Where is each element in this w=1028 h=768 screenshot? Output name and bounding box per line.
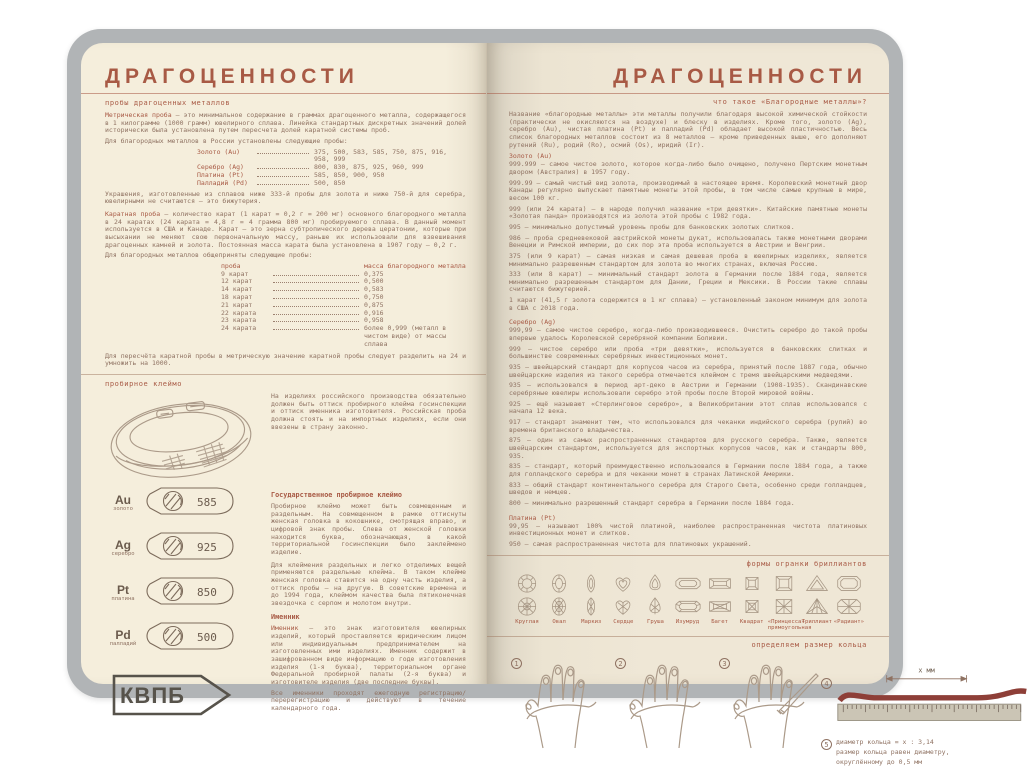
- diamond-cut-label: Маркиз: [581, 618, 602, 625]
- metal-fineness-row: [197, 180, 466, 188]
- emerald-cut-facet-icon: [675, 596, 701, 617]
- section-label-ring: определяем размер кольца: [751, 641, 867, 650]
- step-number-3: 3: [719, 658, 730, 669]
- svg-text:КВПБ: КВПБ: [120, 682, 185, 708]
- paragraph-namestamp: [271, 625, 466, 686]
- karat-name: 9 карат: [221, 269, 249, 278]
- karat-mass: 0,875: [364, 300, 384, 309]
- paragraph-namestamp-lead: Именник: [271, 624, 299, 633]
- diamond-cut-heart: [607, 573, 639, 625]
- diamond-cut-label: Овал: [552, 618, 566, 625]
- karat-row: [221, 310, 466, 318]
- diamond-cut-baguette: [704, 573, 736, 625]
- metal-info-block: [509, 514, 867, 549]
- metal-info-entry: 999.99 — самый чистый вид золота, производимый в настоящее время. Королевский монетный двор Канады регулярно выпускает памятные монеты этой пробы, в том числе самые крупные в мире, весом 100 кг.: [509, 178, 867, 202]
- karat-row: [221, 286, 466, 294]
- paragraph-metric-rest: — это минимальное содержание в граммах драгоценного металла, содержащегося в 1 килограмме (1000 грамм) ювелирного сплава. Линейка стандартных дискретных значений долей исторически была установлена путем пересчета долей каратной системы проб.: [105, 111, 466, 135]
- paragraph-jewelry: Украшения, изготовленные из сплавов ниже 333-й пробы для золота и ниже 750-й для серебра, ювелирными не считаются — это бижутерия.: [105, 189, 466, 206]
- diamond-cuts-row: [511, 573, 865, 632]
- paragraph-karat-lead: Каратная проба: [105, 209, 161, 218]
- diamond-cut-princess: [767, 573, 812, 632]
- leader-dots: [257, 168, 309, 169]
- metal-info-entry: 999 — чистое серебро или проба «три девятки», используется в банковских слитках и большинстве современных серебряных инвестиционных монет.: [509, 344, 867, 361]
- diamond-cut-label: Триллиант: [801, 618, 832, 625]
- step-number-4: 4: [821, 678, 832, 689]
- karat-mass: 0,750: [364, 293, 384, 302]
- leader-dots: [273, 298, 359, 299]
- metal-info-entry: 917 — стандарт знаменит тем, что использовался для чеканки индийского серебра (рупий) во времена британского владычества.: [509, 418, 867, 434]
- page-left: [81, 43, 487, 713]
- metal-info-blocks: [509, 152, 867, 548]
- karat-name: 22 карата: [221, 308, 257, 317]
- karat-mass: 0,958: [364, 316, 384, 325]
- svg-text:850: 850: [197, 585, 217, 599]
- princess-cut-top-icon: [771, 573, 797, 594]
- emerald-cut-top-icon: [675, 573, 701, 594]
- karat-table: [221, 263, 466, 349]
- metal-symbol: Ag: [115, 537, 131, 552]
- metal-info-entry: 999 (или 24 карата) — в народе получил название «три девятки». Китайские памятные монеты «Золотая панда» производятся из золота этой пробы с 1982 года.: [509, 204, 867, 221]
- ring-formula: [836, 738, 950, 767]
- leader-dots: [257, 176, 309, 177]
- section-label-assay: пробы драгоценных металлов: [105, 99, 231, 107]
- ring-size-info: [821, 654, 1021, 767]
- metal-name-small: золото: [113, 505, 133, 512]
- karat-mass: 0,916: [364, 308, 384, 317]
- metal-info-block: [509, 152, 867, 312]
- page-title-left: ДРАГОЦЕННОСТИ: [105, 65, 359, 88]
- state-mark-paragraph: Для клеймения раздельных и легко отделимых вещей применяются раздельные клейма. В таком клейме женская головка ставится на одну часть изделия, а оттиск пробы — на другую. В советские времена и до 1994 года, клеймом качества была пятиконечная звездочка с серпом и молотом внутри.: [271, 560, 466, 607]
- leader-dots: [273, 321, 359, 322]
- metal-info-title: Золото (Au): [509, 152, 553, 161]
- lead-karat: Для благородных металлов общеприняты следующие пробы:: [105, 251, 313, 260]
- maker-mark-stamp: [111, 672, 257, 722]
- metal-name-small: палладий: [109, 640, 137, 647]
- title-rule: [81, 93, 486, 94]
- metal-symbol: Pd: [115, 627, 131, 642]
- paragraph-metric-lead: Метрическая проба: [105, 111, 172, 119]
- section-rule-cuts: [487, 555, 889, 556]
- leader-dots: [273, 314, 359, 315]
- heart-cut-top-icon: [610, 573, 636, 594]
- paragraph-hallmark-intro: На изделиях российского производства обязательно должен быть оттиск пробирного клейма госинспекции и оттиск именника изготовителя. Российская проба должна стоять и на импортных изделиях, если они ввезены в страну законно.: [271, 391, 466, 431]
- hallmark-symbol: [105, 584, 141, 603]
- hand-illustration: [613, 654, 717, 750]
- karat-row: [221, 302, 466, 310]
- lead-russia: Для благородных металлов в России установлены следующие пробы:: [105, 136, 348, 145]
- formula-step: [821, 738, 1021, 767]
- metal-info-entry: 935 — швейцарский стандарт для корпусов часов из серебра, принятый после 1887 года, обычно швейцарские изделия из такого серебра отмечается клеймом с тремя швейцарскими медведями.: [509, 363, 867, 379]
- hallmark-symbol: [105, 539, 141, 558]
- step-number-1: 1: [511, 658, 522, 669]
- karat-row: [221, 294, 466, 302]
- metal-info-entry: 935 — использовался в период арт-деко в Австрии и Германии (1908-1935). Скандинавские серебряные ювелиры использовали серебро этой пробы после Второй мировой войны.: [509, 381, 867, 398]
- heart-cut-facet-icon: [610, 596, 636, 617]
- diamond-cut-label: «Принцесса» прямоугольная: [767, 618, 812, 631]
- hallmark-stamp: [141, 620, 241, 656]
- trilliant-cut-top-icon: [804, 573, 830, 594]
- karat-name: 21 карат: [221, 300, 253, 309]
- paragraph-karat: [105, 211, 466, 249]
- round-cut-top-icon: [514, 573, 540, 594]
- baguette-cut-top-icon: [707, 573, 733, 594]
- diamond-cut-square: [736, 573, 768, 625]
- metal-info-entry: 995 — минимально допустимый уровень пробы для банковских золотых слитков.: [509, 222, 795, 231]
- radiant-cut-top-icon: [836, 573, 862, 594]
- metal-values: 585, 850, 900, 950: [314, 171, 385, 180]
- diamond-cut-label: «Радиант»: [833, 618, 865, 625]
- karat-mass: 0,375: [364, 269, 384, 278]
- leader-dots: [273, 282, 359, 283]
- karat-name: 14 карат: [221, 285, 253, 294]
- metal-info-entry: 875 — один из самых распространенных стандартов для русского серебра. Также, является швейцарским стандартом, используется для экспортных корпусов часов, как и стандарты 800, 935.: [509, 436, 867, 460]
- diamond-cut-label: Груша: [647, 618, 664, 625]
- ring-size-zone: [509, 654, 950, 767]
- step-number-5: 5: [821, 739, 832, 750]
- metal-name: Серебро (Ag): [197, 163, 244, 172]
- metal-info-entry: 950 — самая распространенная чистота для платиновых украшений.: [509, 539, 752, 548]
- hallmark-stamp: [141, 530, 241, 566]
- metal-values: 500, 850: [314, 178, 346, 187]
- diamond-cut-label: Багет: [711, 618, 729, 625]
- hallmark-zone: [105, 393, 466, 722]
- diamond-cut-emerald: [671, 573, 703, 625]
- hand-illustration: [717, 654, 821, 750]
- formula-line: диаметр кольца = x : 3,14: [836, 738, 934, 747]
- hallmark-stamp: [141, 485, 241, 521]
- leader-dots: [273, 306, 359, 307]
- metal-info-entry: 375 (или 9 карат) — самая низкая и самая дешевая проба в ювелирных изделиях, является минимально разрешенным стандартом для золота во многих странах, включая Россию.: [509, 251, 867, 268]
- leader-dots: [257, 153, 309, 154]
- hallmark-list: [105, 485, 257, 656]
- paragraph-metric: [105, 112, 466, 135]
- hallmark-text-column: [271, 485, 466, 722]
- metal-info-block: [509, 318, 867, 507]
- karat-row: [221, 278, 466, 286]
- karat-rows: [221, 271, 466, 349]
- page-title-right: ДРАГОЦЕННОСТИ: [613, 65, 867, 88]
- metal-name: Платина (Pt): [197, 171, 244, 180]
- ruler-illustration-svg: [836, 664, 1028, 728]
- metal-info-title: Серебро (Ag): [509, 318, 556, 327]
- leader-dots: [273, 275, 359, 276]
- trilliant-cut-facet-icon: [804, 596, 830, 617]
- diamond-cut-label: Круглая: [515, 618, 539, 625]
- section-rule-ring: [487, 636, 889, 637]
- svg-text:925: 925: [197, 540, 217, 554]
- paragraph-namestamp-rest: — это знак изготовителя ювелирных изделий, который проставляется юридическим лицом или индивидуальным предпринимателем на изготовленных ими изделиях. Именник содержит в зашифрованном виде информацию о годе изготовления изделия (1-я буква), территориальном органе Федеральной пробирной палаты (2-я буква) и изготовителе изделия (две последние буквы).: [271, 624, 466, 687]
- diamond-cut-round: [511, 573, 543, 625]
- section-rule: [81, 374, 486, 375]
- metal-info-entry: 833 — общий стандарт континентального серебра для Старого Света, особенно среди голландцев, шведов и немцев.: [509, 480, 867, 497]
- hand-step: [717, 654, 821, 750]
- paragraph-namestamp-2: Все именники проходят ежегодную регистрацию/перерегистрацию и действуют в течение календарного года.: [271, 688, 466, 713]
- hallmark-item: [105, 530, 257, 566]
- metal-name-small: платина: [111, 595, 135, 602]
- metal-name: Палладий (Pd): [197, 178, 248, 187]
- ruler-illustration: [836, 664, 1028, 732]
- section-label-hallmark: пробирное клеймо: [105, 379, 183, 388]
- metal-fineness-table: [197, 149, 466, 188]
- karat-name: 23 карата: [221, 316, 257, 325]
- karat-row: [221, 325, 466, 348]
- diamond-cut-label: Изумруд: [675, 618, 700, 625]
- oval-cut-facet-icon: [546, 596, 572, 617]
- paragraph-recalc: Для пересчёта каратной пробы в метрическую значение каратной пробы следует разделить на 24 и умножить на 1000.: [105, 351, 466, 368]
- square-cut-top-icon: [739, 573, 765, 594]
- leader-dots: [257, 184, 309, 185]
- karat-name: 18 карат: [221, 293, 253, 302]
- section-label-noble: что такое «Благородные металлы»?: [712, 98, 867, 106]
- pear-cut-top-icon: [642, 573, 668, 594]
- metal-values: 800, 830, 875, 925, 960, 999: [314, 163, 424, 172]
- karat-mass: 0,500: [364, 277, 384, 286]
- hallmark-symbol: [105, 629, 141, 648]
- title-rule-right: [487, 93, 889, 94]
- square-cut-facet-icon: [739, 596, 765, 617]
- hallmark-item: [105, 620, 257, 656]
- page-right: [487, 43, 950, 766]
- metal-name: Золото (Au): [197, 147, 241, 156]
- hands-illustrations: [509, 654, 821, 767]
- metal-info-entry: 1 карат (41,5 г золота содержится в 1 кг сплава) — установленный законом минимум для золота в США с 2018 года.: [509, 296, 867, 312]
- metal-info-entry: 925 — ещё называют «Стерлинговое серебро», в Великобритании этот сплав использовался с начала 12 века.: [509, 399, 867, 416]
- paragraph-noble-intro: Название «благородные металлы» эти металлы получили благодаря высокой химической стойкости (практически не окисляются на воздухе) и блеску в изделиях. Кроме того, золото (Ag), серебро (Au), чистая платина (Pt) и палладий (Pd) обладает высокой пластичностью. Весь список благородных металлов состоит из 8 металлов — кроме приведенных выше, его дополняют рутений (Ru), родий (Ro), осмий (Os), иридий (Ir).: [509, 110, 867, 149]
- metal-info-title: Платина (Pt): [509, 513, 556, 522]
- marquise-cut-facet-icon: [578, 596, 604, 617]
- hallmark-item: [105, 575, 257, 611]
- metal-info-entry: 333 (или 8 карат) — минимальный стандарт золота в Германии после 1884 года, является минимально разрешенным стандартом для Дании, Греции и Мексики. В России такие сплавы считаются бижутерией.: [509, 270, 867, 294]
- diamond-cut-marquise: [575, 573, 607, 625]
- metal-symbol: Au: [115, 492, 131, 507]
- formula-line: округлённому до 0,5 мм: [836, 757, 923, 766]
- svg-text:585: 585: [197, 495, 217, 509]
- pear-cut-facet-icon: [642, 596, 668, 617]
- metal-symbol: Pt: [117, 582, 129, 597]
- metal-info-entry: 999.999 — самое чистое золото, которое когда-либо было очищено, получено Пертским монетным двором (Австралия) в 1957 году.: [509, 160, 867, 176]
- diamond-cut-oval: [543, 573, 575, 625]
- leader-dots: [273, 329, 359, 330]
- karat-col-proba: проба: [221, 261, 241, 270]
- diamond-cut-label: Сердце: [613, 618, 634, 625]
- section-label-cuts: формы огранки бриллиантов: [746, 559, 867, 568]
- state-mark-paragraph: Пробирное клеймо может быть совмещенным и раздельным. На совмещенном в рамке оттиснуты женская головка в кокошнике, смотрящая вправо, и цифровой знак пробы. Слева от женской головки находится буква, обозначающая, в какой территориальной госинспекции было заклеймено изделие.: [271, 501, 466, 556]
- metal-info-entry: 999,99 — самое чистое серебро, когда-либо производившееся. Очистить серебро до такой пробы впервые удалось Королевской серебряной компании Боливии.: [509, 326, 867, 343]
- hallmark-symbol: [105, 494, 141, 513]
- karat-row: [221, 271, 466, 279]
- diamond-cut-radiant: [833, 573, 865, 625]
- metal-info-entry: 986 — проба средневековой австрийской монеты дукат, использовалась также монетными дворами Венеции и Римской империи, до сих пор эта проба используется в Австрии и Венгрии.: [509, 233, 867, 250]
- pages: [81, 43, 950, 766]
- namestamp-title: Именник: [271, 613, 300, 622]
- marquise-cut-top-icon: [578, 573, 604, 594]
- karat-table-header: [221, 263, 466, 271]
- paragraph-karat-rest: — количество карат (1 карат = 0,2 г = 200 мг) основного благородного металла в 24 каратах (24 карата = 4,8 г = 4 грамма 800 мг) пробируемого сплава. В данный момент используется в США и Канаде. Карат — это зерна субтропического дерева цератонии, которые при высыхании не меняют свою первоначальную массу, раньше их использовали для взвешивания драгоценных камней и золота. Постоянная масса карата была установлена в 1907 году — 0,2 г.: [105, 209, 467, 249]
- bracelet-illustration: [105, 393, 257, 485]
- radiant-cut-facet-icon: [836, 596, 862, 617]
- round-cut-facet-icon: [514, 596, 540, 617]
- diamond-cut-trilliant: [801, 573, 833, 625]
- svg-text:500: 500: [197, 630, 217, 644]
- hallmark-column: [105, 485, 257, 722]
- hallmark-stamp: [141, 575, 241, 611]
- princess-cut-facet-icon: [771, 596, 797, 617]
- karat-name: 12 карат: [221, 277, 253, 286]
- hallmark-item: [105, 485, 257, 521]
- metal-values: 375, 500, 583, 585, 750, 875, 916, 958, 999: [314, 147, 448, 164]
- metal-info-entry: 800 — минимально разрешенный стандарт серебра в Германии после 1884 года.: [509, 498, 795, 507]
- diamond-cut-pear: [639, 573, 671, 625]
- oval-cut-top-icon: [546, 573, 572, 594]
- hand-step: [613, 654, 717, 750]
- hand-illustration: [509, 654, 613, 750]
- svg-text:x мм: x мм: [918, 666, 935, 675]
- formula-line: размер кольца равен диаметру,: [836, 748, 950, 757]
- step-number-2: 2: [615, 658, 626, 669]
- diamond-cut-label: Квадрат: [739, 618, 764, 625]
- metal-info-entry: 835 — стандарт, который преимущественно использовался в Германии после 1884 года, а также для голландского серебра и для чеканки монет в странах Латинской Америки.: [509, 462, 867, 478]
- state-mark-paragraphs: [271, 503, 466, 608]
- karat-col-mass: масса благородного металла: [364, 261, 466, 270]
- karat-name: 24 карата: [221, 324, 257, 333]
- ruler-step: [821, 664, 1021, 732]
- karat-mass: 0,583: [364, 285, 384, 294]
- metal-fineness-row: [197, 149, 466, 165]
- metal-name-small: серебро: [111, 550, 135, 557]
- karat-mass: более 0,999 (металл в чистом виде) от массы сплава: [364, 324, 447, 348]
- hand-step: [509, 654, 613, 750]
- baguette-cut-facet-icon: [707, 596, 733, 617]
- metal-info-entry: 99,95 — называют 100% чистой платиной, наиболее распространенная чистота платиновых инвестиционных монет и слитков.: [509, 521, 867, 538]
- state-mark-title: Государственное пробирное клеймо: [271, 490, 402, 499]
- leader-dots: [273, 290, 359, 291]
